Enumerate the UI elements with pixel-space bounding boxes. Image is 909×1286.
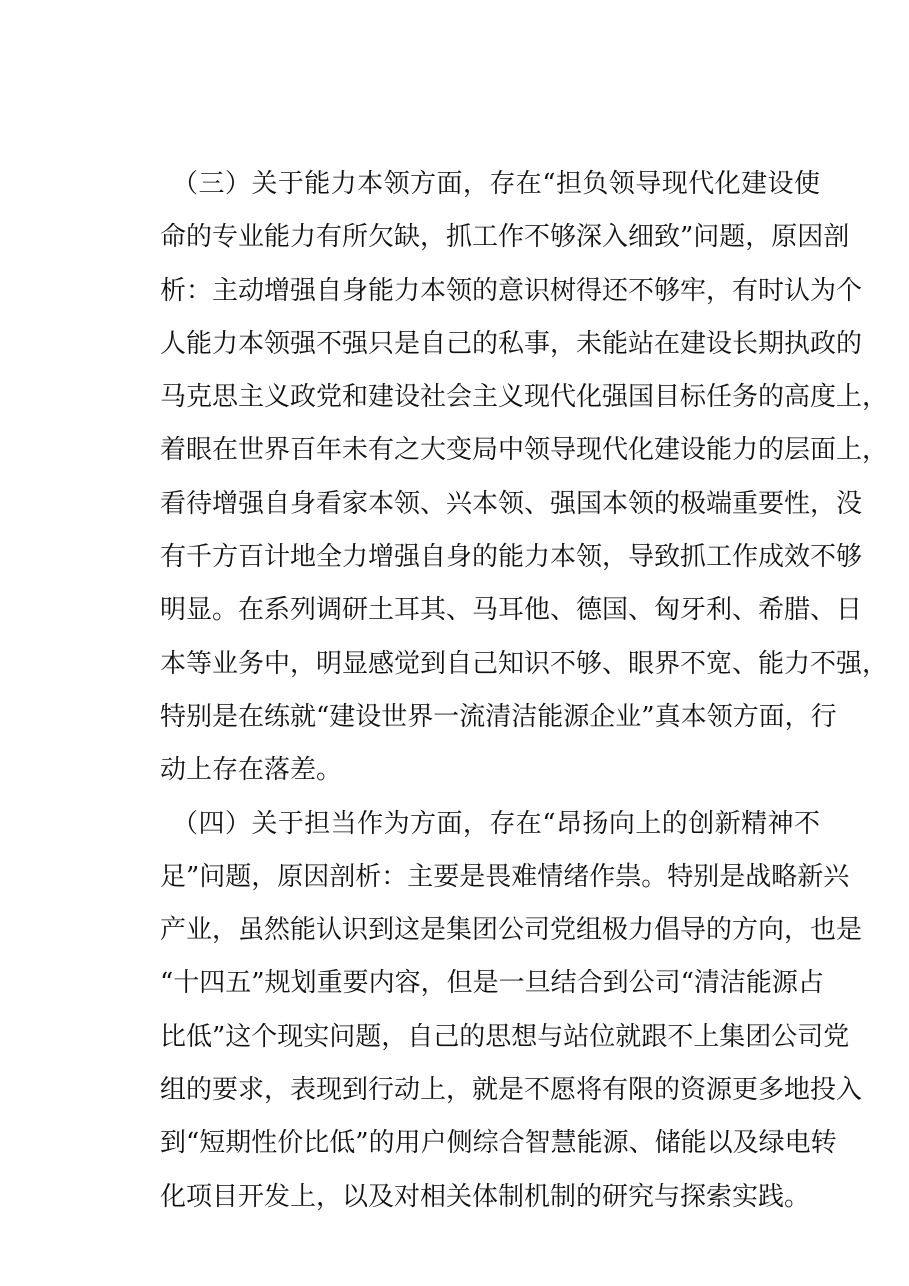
text-line: “十四五”规划重要内容，但是一旦结合到公司“清洁能源占 (160, 968, 824, 999)
text-line: 比低”这个现实问题，自己的思想与站位就跟不上集团公司党 (160, 1021, 850, 1052)
text-line: （四）关于担当作为方面，存在“昂扬向上的创新精神不 (172, 808, 820, 839)
paragraph-4 (160, 798, 863, 1224)
text-line: 本等业务中，明显感觉到自己知识不够、眼界不宽、能力不强， (160, 648, 889, 679)
text-line: 着眼在世界百年未有之大变局中领导现代化建设能力的层面上， (160, 435, 889, 466)
text-line: 马克思主义政党和建设社会主义现代化强国目标任务的高度上， (160, 382, 889, 413)
text-line: 看待增强自身看家本领、兴本领、强国本领的极端重要性，没 (160, 488, 863, 519)
document-body (160, 158, 889, 1224)
paragraph-3 (160, 158, 889, 798)
text-line: 析：主动增强自身能力本领的意识树得还不够牢，有时认为个 (160, 275, 863, 306)
text-line: 明显。在系列调研土耳其、马耳他、德国、匈牙利、希腊、日 (160, 595, 863, 626)
text-line: 有千方百计地全力增强自身的能力本领，导致抓工作成效不够 (160, 542, 863, 573)
text-line: 人能力本领强不强只是自己的私事，未能站在建设长期执政的 (160, 328, 863, 359)
text-line: 产业，虽然能认识到这是集团公司党组极力倡导的方向，也是 (160, 915, 863, 946)
text-line: 动上存在落差。 (160, 755, 343, 786)
text-line: 足”问题，原因剖析：主要是畏难情绪作祟。特别是战略新兴 (160, 861, 850, 892)
text-line: 组的要求，表现到行动上，就是不愿将有限的资源更多地投入 (160, 1075, 863, 1106)
text-line: 命的专业能力有所欠缺，抓工作不够深入细致”问题，原因剖 (160, 222, 850, 253)
text-line: 到“短期性价比低”的用户侧综合智慧能源、储能以及绿电转 (160, 1128, 837, 1159)
text-line: 化项目开发上，以及对相关体制机制的研究与探索实践。 (160, 1181, 811, 1212)
text-line: （三）关于能力本领方面，存在“担负领导现代化建设使 (172, 169, 820, 199)
text-line: 特别是在练就“建设世界一流清洁能源企业”真本领方面，行 (160, 701, 837, 732)
